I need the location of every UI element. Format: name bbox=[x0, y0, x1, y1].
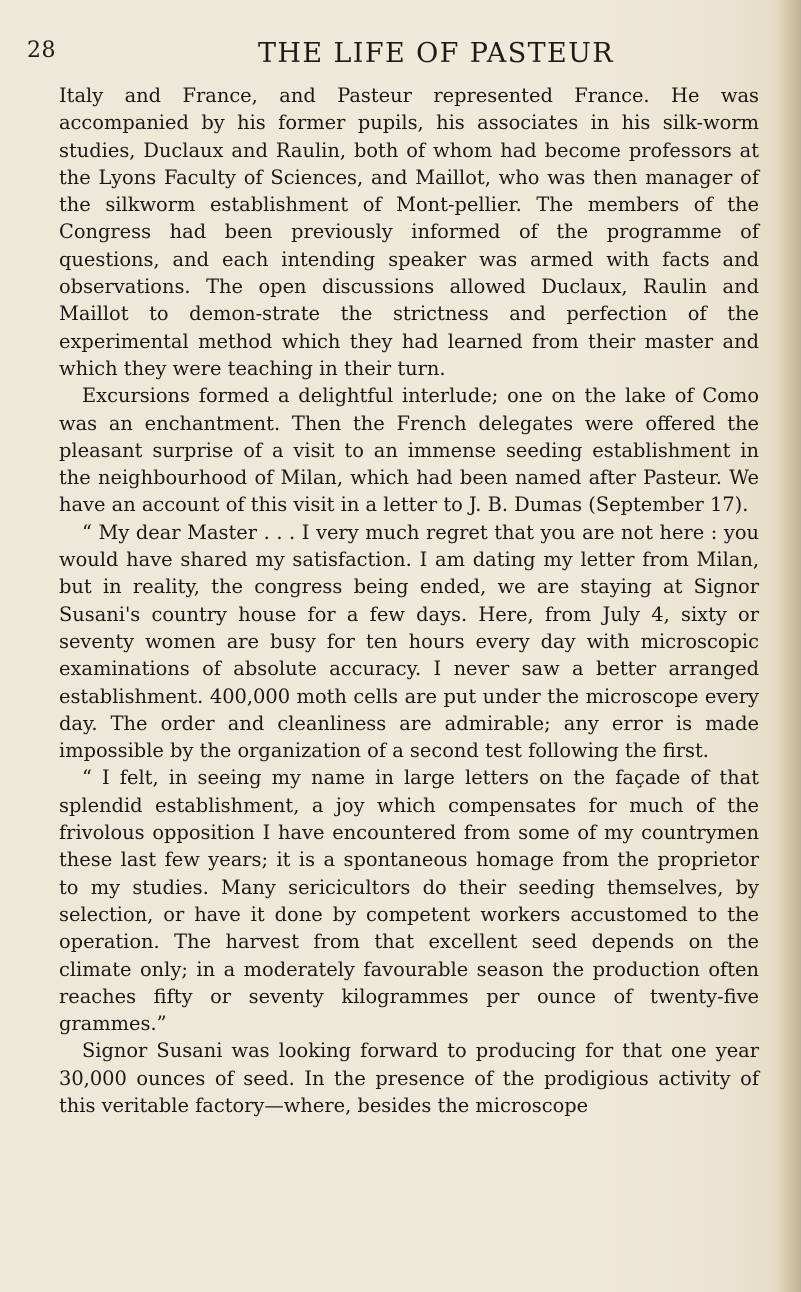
paragraph: Italy and France, and Pasteur represented France. He was accompanied by his former pupils, his associates in his silk-worm studies, Duclaux and Raulin, both of whom had become professors at the Lyons Faculty of Sciences, and Maillot, who was then manager of the silkworm establishment of Mont-pellier. The members of the Congress had been previously informed of the programme of questions, and each intending speaker was armed with facts and observations. The open discussions allowed Duclaux, Raulin and Maillot to demon-strate the strictness and perfection of the experimental method which they had learned from their master and which they were teaching in their turn. bbox=[59, 84, 759, 380]
page-edge-shadow bbox=[775, 0, 801, 1292]
paragraph: “ My dear Master . . . I very much regret that you are not here : you would have shared my satisfaction. I am dating my letter from Milan, but in reality, the congress being ended, we are staying at Signor Susani's country house for a few days. Here, from July 4, sixty or seventy women are busy for ten hours every day with microscopic examinations of absolute accuracy. I never saw a better arranged establishment. 400,000 moth cells are put under the microscope every day. The order and cleanliness are admirable; any error is made impossible by the organization of a second test following the first. bbox=[59, 520, 759, 763]
page-header bbox=[0, 36, 801, 76]
body-text bbox=[59, 82, 759, 1119]
paragraph: Signor Susani was looking forward to producing for that one year 30,000 ounces of seed. In the presence of the prodigious activity of this veritable factory—where, besides the microscope bbox=[59, 1039, 759, 1117]
running-head: THE LIFE OF PASTEUR bbox=[258, 38, 615, 69]
page-number: 28 bbox=[27, 38, 56, 63]
paragraph: “ I felt, in seeing my name in large letters on the façade of that splendid establishment, a joy which compensates for much of the frivolous opposition I have encountered from some of my countrymen these last few years; it is a spontaneous homage from the proprietor to my studies. Many sericicultors do their seeding themselves, by selection, or have it done by competent workers accustomed to the operation. The harvest from that excellent seed depends on the climate only; in a moderately favourable season the production often reaches fifty or seventy kilogrammes per ounce of twenty-five grammes.” bbox=[59, 766, 759, 1036]
paragraph: Excursions formed a delightful interlude; one on the lake of Como was an enchantment. Then the French delegates were offered the pleasant surprise of a visit to an immense seeding establishment in the neighbourhood of Milan, which had been named after Pasteur. We have an account of this visit in a letter to J. B. Dumas (September 17). bbox=[59, 384, 759, 517]
